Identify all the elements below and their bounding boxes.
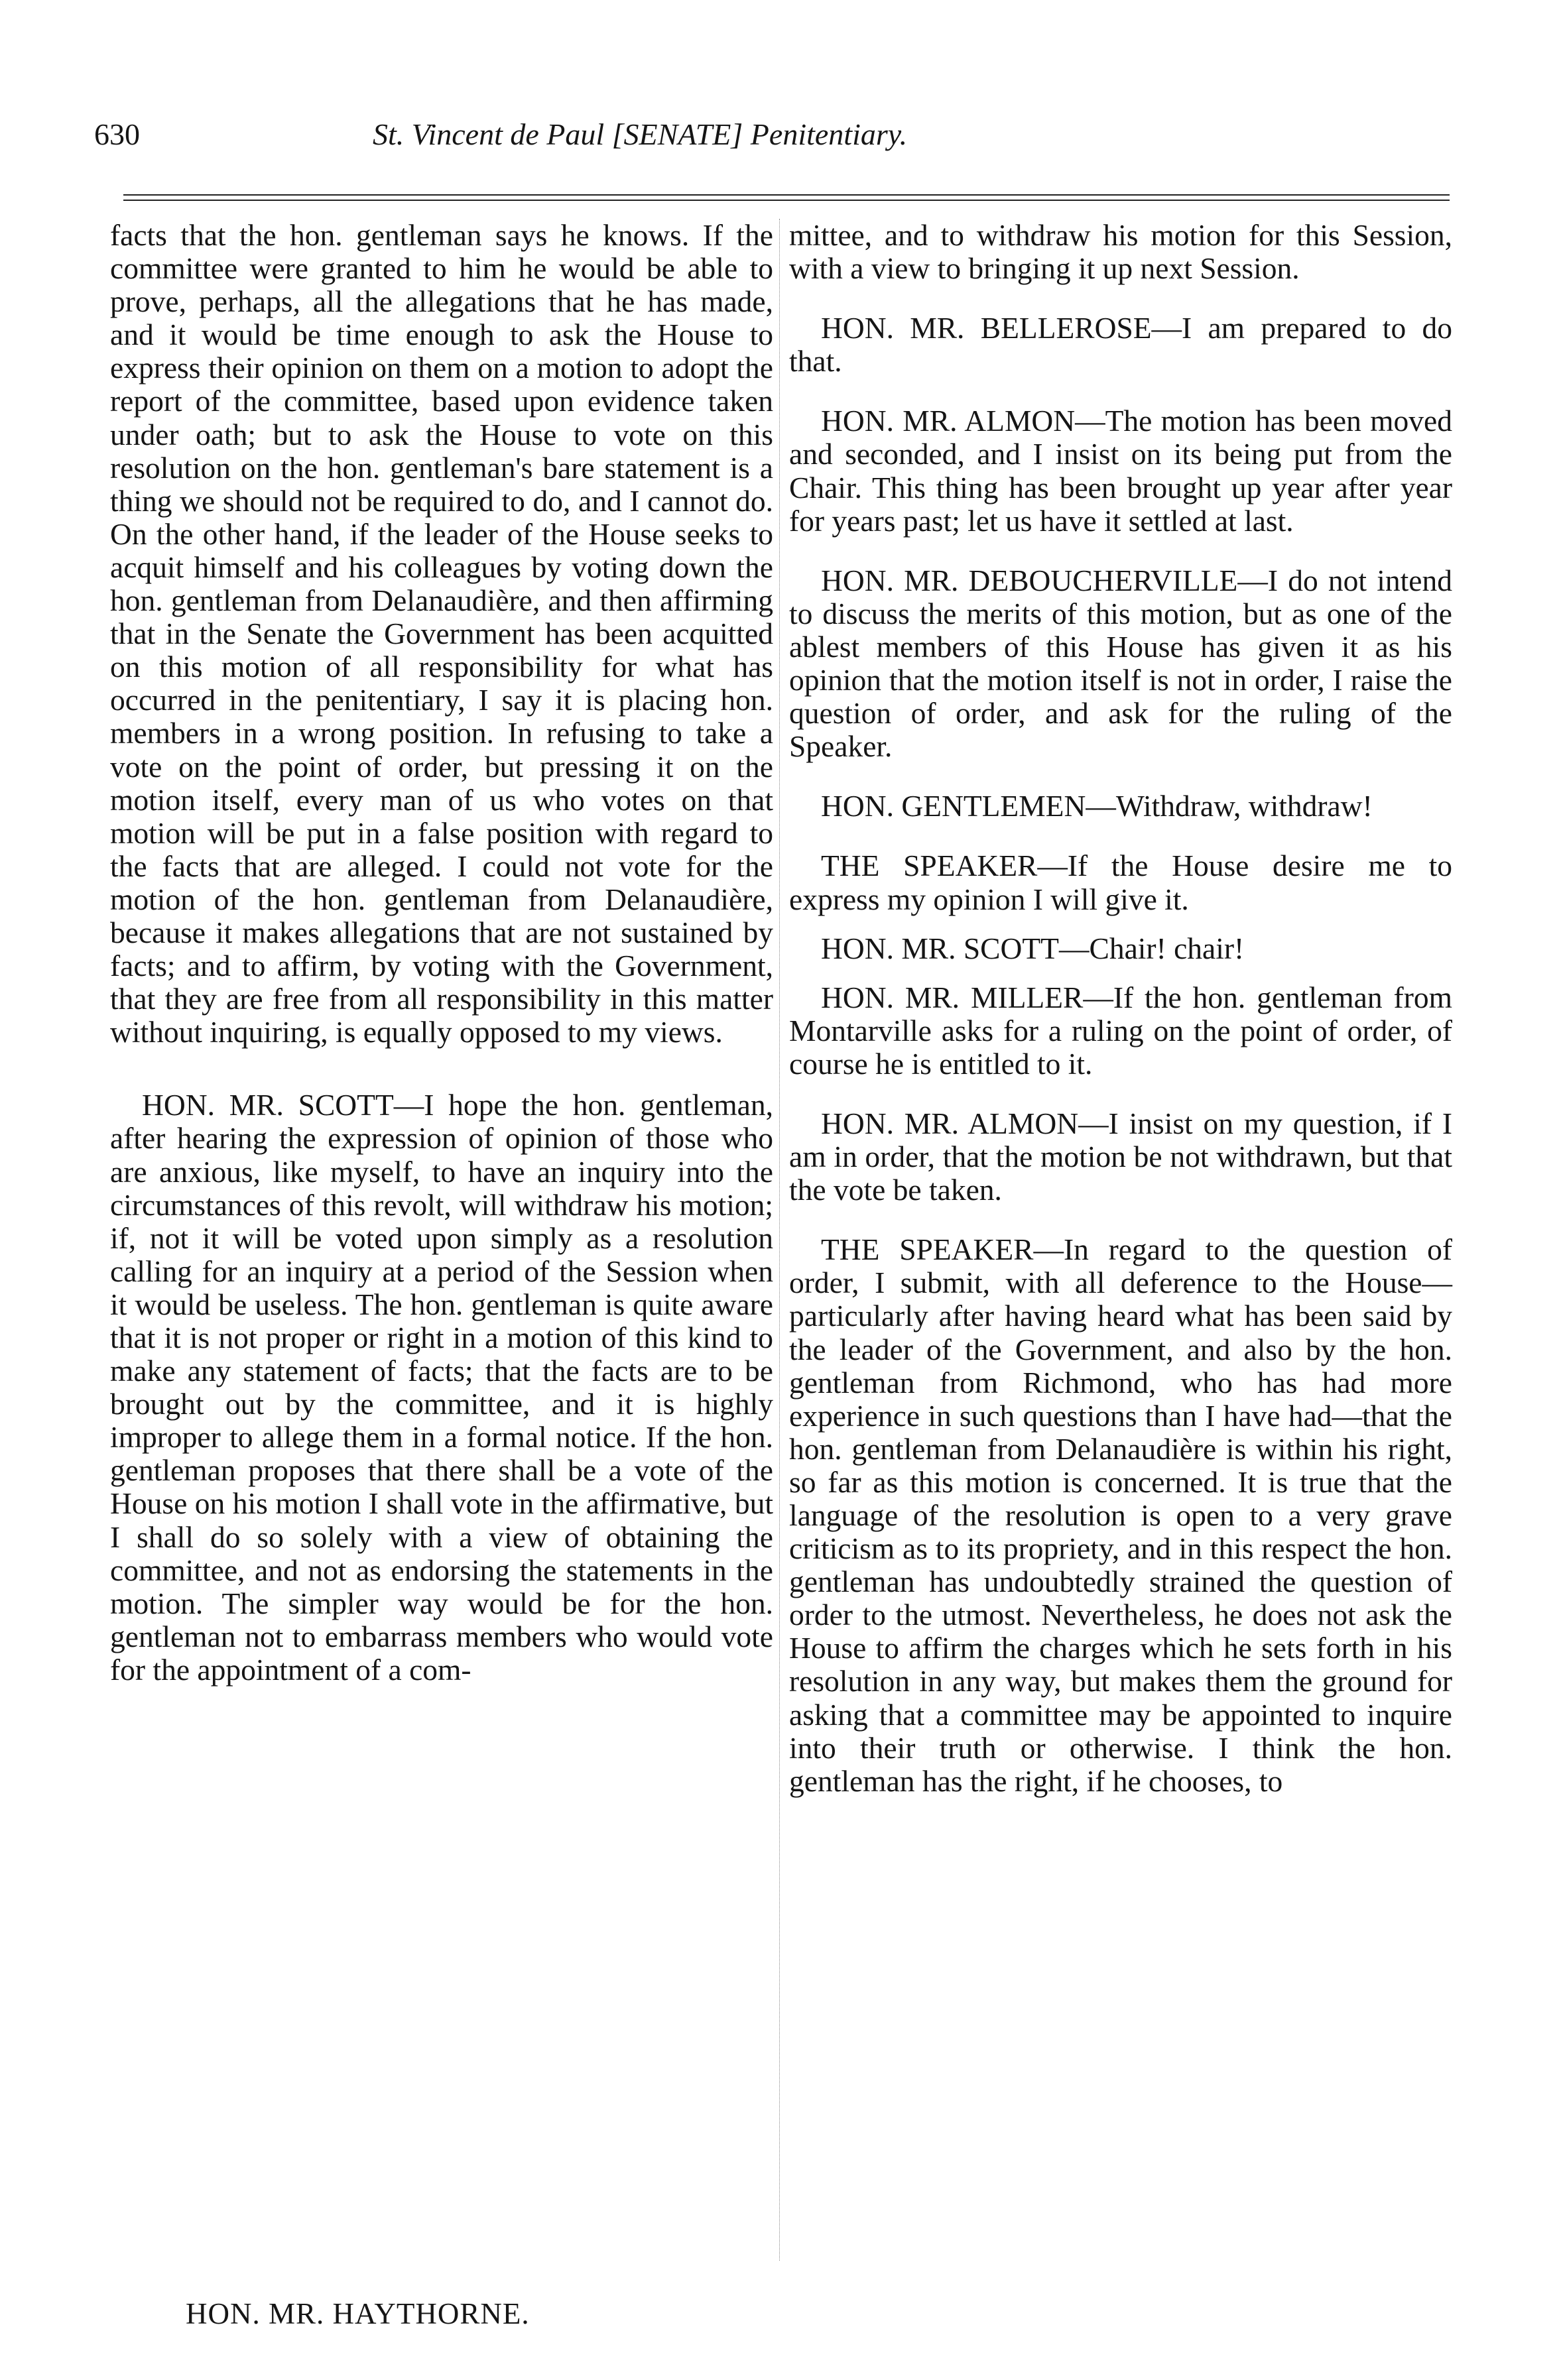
paragraph: HON. MR. ALMON—I insist on my question, if I am in order, that the motion be not withdrawn, but that the vote be taken.	[789, 1106, 1452, 1207]
left-column	[110, 219, 773, 1687]
paragraph: facts that the hon. gentleman says he knows. If the committee were granted to him he would be able to prove, perhaps, all the allegations that he has made, and it would be time enough to ask the House to express their opinion on them on a motion to adopt the report of the committee, based upon evidence taken under oath; but to ask the House to vote on this resolution on the hon. gentleman's bare statement is a thing we should not be required to do, and I cannot do. On the other hand, if the leader of the House seeks to acquit himself and his colleagues by voting down the hon. gentleman from Delanaudière, and then affirming that in the Senate the Government has been acquitted on this motion of all responsibility for what has occurred in the penitentiary, I say it is placing hon. members in a wrong position. In refusing to take a vote on the point of order, but pressing it on the motion itself, every man of us who votes on that motion will be put in a false position with regard to the facts that are alleged. I could not vote for the motion of the hon. gentleman from Delanaudière, because it makes allegations that are not sustained by facts; and to affirm, by voting with the Government, that they are free from all responsibility in this matter without inquiring, is equally opposed to my views.	[110, 218, 773, 1049]
page-number: 630	[94, 117, 140, 151]
paragraph: HON. MR. SCOTT—I hope the hon. gentleman, after hearing the expression of opinion of those who are anxious, like myself, to have an inquiry into the circumstances of this revolt, will withdraw his motion; if, not it will be voted upon simply as a resolution calling for an inquiry at a period of the Session when it would be useless. The hon. gentleman is quite aware that it is not proper or right in a motion of this kind to make any statement of facts; that the facts are to be brought out by the committee, and it is highly improper to allege them in a formal notice. If the hon. gentleman proposes that there shall be a vote of the House on his motion I shall vote in the affirmative, but I shall do so solely with a view of obtaining the committee, and not as endorsing the statements in the motion. The simpler way would be for the hon. gentleman not to embarrass members who would vote for the appointment of a com-	[110, 1088, 773, 1687]
paragraph: HON. MR. MILLER—If the hon. gentleman from Montarville asks for a ruling on the point of order, of course he is entitled to it.	[789, 980, 1452, 1081]
paragraph: HON. MR. SCOTT—Chair! chair!	[821, 931, 1245, 965]
paragraph: HON. MR. DEBOUCHERVILLE—I do not intend to discuss the merits of this motion, but as one of the ablest members of this House has given it as his opinion that the motion itself is not in order, I raise the question of order, and ask for the ruling of the Speaker.	[789, 563, 1452, 764]
paragraph: HON. MR. BELLEROSE—I am prepared to do that.	[789, 311, 1452, 379]
next-speaker-heading: HON. MR. HAYTHORNE.	[186, 2297, 530, 2330]
paragraph: HON. MR. ALMON—The motion has been moved and seconded, and I insist on its being put from the Chair. This thing has been brought up year after year for years past; let us have it settled at last.	[789, 404, 1452, 538]
running-title: St. Vincent de Paul [SENATE] Penitentiary.	[373, 117, 908, 151]
right-column	[789, 219, 1452, 1798]
page-header	[94, 111, 1089, 158]
column-divider	[779, 219, 780, 2261]
header-rule-bottom	[123, 200, 1450, 201]
paragraph: mittee, and to withdraw his motion for this Session, with a view to bringing it up next Session.	[789, 218, 1452, 286]
paragraph: THE SPEAKER—If the House desire me to express my opinion I will give it.	[789, 849, 1452, 916]
header-rule-top	[123, 194, 1450, 196]
paragraph: HON. GENTLEMEN—Withdraw, withdraw!	[821, 789, 1373, 823]
paragraph: THE SPEAKER—In regard to the question of order, I submit, with all deference to the House—particularly after having heard what has been said by the leader of the Government, and also by the hon. gentleman from Richmond, who has had more experience in such questions than I have had—that the hon. gentleman from Delanaudière is within his right, so far as this motion is concerned. It is true that the language of the resolution is open to a very grave criticism as to its propriety, and in this respect the hon. gentleman has undoubtedly strained the question of order to the utmost. Nevertheless, he does not ask the House to affirm the charges which he sets forth in his resolution in any way, but makes them the ground for asking that a committee may be appointed to inquire into their truth or otherwise. I think the hon. gentleman has the right, if he chooses, to	[789, 1232, 1452, 1798]
